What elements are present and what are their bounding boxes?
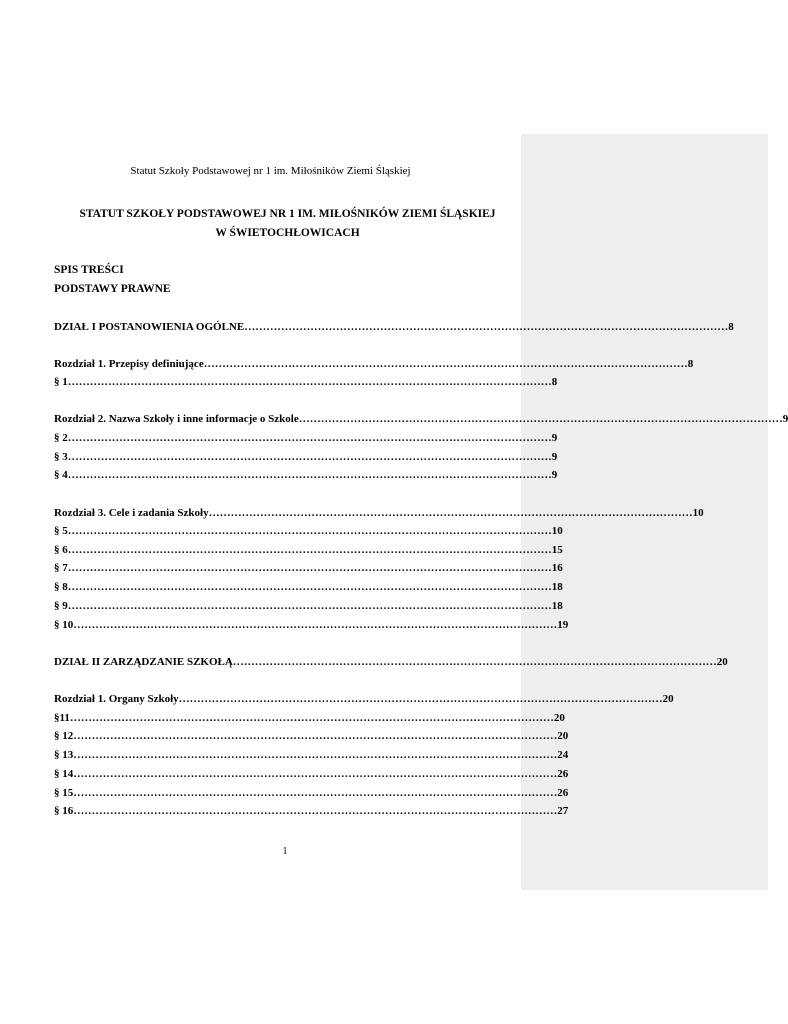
toc-entry-par-16[interactable]: § 16 …………………………………………………………………………………………………………………… 27 xyxy=(54,802,495,820)
toc-entry-rozdzial-3[interactable]: Rozdział 3. Cele i zadania Szkoły …………………………………………………………………………………………………………………… 10 xyxy=(54,504,495,522)
podstawy-prawne: PODSTAWY PRAWNE xyxy=(54,283,171,295)
toc-entry-par-3[interactable]: § 3 …………………………………………………………………………………………………………………… 9 xyxy=(54,448,489,466)
spis-tresci: SPIS TREŚCI xyxy=(54,264,124,276)
toc-entry-label: §11 xyxy=(54,712,70,724)
toc-entry-label: Rozdział 1. Organy Szkoły xyxy=(54,693,179,705)
toc-entry-label: § 15 xyxy=(54,787,74,799)
toc-entry-page: 8 xyxy=(728,321,734,333)
toc-entry-par-5[interactable]: § 5 …………………………………………………………………………………………………………………… 10 xyxy=(54,522,495,540)
toc-entry-label: § 8 xyxy=(54,581,68,593)
toc-entry-par-1[interactable]: § 1 …………………………………………………………………………………………………………………… 8 xyxy=(54,373,487,391)
toc-entry-page: 9 xyxy=(551,469,558,481)
toc-entry-label: § 12 xyxy=(54,730,74,742)
toc-entry-label: § 16 xyxy=(54,805,74,817)
title-line-2: W ŚWIETOCHŁOWICACH xyxy=(215,227,360,239)
toc-entry-label: Rozdział 3. Cele i zadania Szkoły xyxy=(54,507,209,519)
title-line-1: STATUT SZKOŁY PODSTAWOWEJ NR 1 IM. MIŁOŚNIKÓW ZIEMI ŚLĄSKIEJ xyxy=(79,208,496,220)
toc-entry-page: 20 xyxy=(553,712,565,724)
toc-entry-par-9[interactable]: § 9 …………………………………………………………………………………………………………………… 18 xyxy=(54,597,495,615)
toc-entry-rozdzial-1-organy[interactable]: Rozdział 1. Organy Szkoły …………………………………………………………………………………………………………………… 20 xyxy=(54,690,495,708)
toc-entry-label: § 10 xyxy=(54,619,74,631)
toc-entry-page: 18 xyxy=(551,581,563,593)
page-number: 1 xyxy=(282,846,288,857)
toc-entry-page: 26 xyxy=(557,768,569,780)
toc-entry-page: 20 xyxy=(716,656,728,668)
toc-entry-label: § 9 xyxy=(54,600,68,612)
toc-entry-page: 26 xyxy=(557,787,569,799)
toc-entry-dzial-2[interactable]: DZIAŁ II ZARZĄDZANIE SZKOŁĄ …………………………………………………………………………………………………………………… 20 xyxy=(54,653,499,671)
toc-entry-page: 9 xyxy=(551,451,558,463)
toc-entry-page: 10 xyxy=(692,507,704,519)
toc-entry-page: 16 xyxy=(551,562,563,574)
toc-entry-label: § 2 xyxy=(54,432,68,444)
toc-entry-label: § 3 xyxy=(54,451,68,463)
toc-entry-page: 15 xyxy=(551,544,563,556)
toc-heading xyxy=(54,261,171,299)
toc-entry-label: § 6 xyxy=(54,544,68,556)
toc-entry-label: Rozdział 1. Przepisy definiujące xyxy=(54,358,204,370)
toc-entry-par-14[interactable]: § 14 …………………………………………………………………………………………………………………… 26 xyxy=(54,765,495,783)
toc-entry-par-12[interactable]: § 12 …………………………………………………………………………………………………………………… 20 xyxy=(54,727,495,745)
toc-entry-page: 20 xyxy=(557,730,569,742)
toc-entry-page: 20 xyxy=(662,693,674,705)
toc-entry-par-7[interactable]: § 7 …………………………………………………………………………………………………………………… 16 xyxy=(54,559,493,577)
toc-entry-page: 8 xyxy=(687,358,694,370)
toc-entry-par-4[interactable]: § 4 …………………………………………………………………………………………………………………… 9 xyxy=(54,466,489,484)
toc-entry-label: § 7 xyxy=(54,562,68,574)
document-title xyxy=(0,205,575,243)
toc-entry-label: Rozdział 2. Nazwa Szkoły i inne informacje o Szkole xyxy=(54,413,299,425)
toc-entry-page: 10 xyxy=(551,525,563,537)
toc-entry-label: § 1 xyxy=(54,376,68,388)
toc-entry-label: § 13 xyxy=(54,749,74,761)
toc-entry-label: DZIAŁ II ZARZĄDZANIE SZKOŁĄ xyxy=(54,656,233,668)
toc-entry-par-11[interactable]: §11 …………………………………………………………………………………………………………………… 20 xyxy=(54,709,495,727)
toc-entry-page: 19 xyxy=(557,619,569,631)
toc-entry-page: 8 xyxy=(551,376,558,388)
toc-entry-par-8[interactable]: § 8 …………………………………………………………………………………………………………………… 18 xyxy=(54,578,495,596)
toc-entry-par-2[interactable]: § 2 …………………………………………………………………………………………………………………… 9 xyxy=(54,429,489,447)
toc-entry-page: 18 xyxy=(551,600,563,612)
toc-entry-page: 9 xyxy=(782,413,788,425)
toc-entry-rozdzial-2[interactable]: Rozdział 2. Nazwa Szkoły i inne informacje o Szkole …………………………………………………………………………………………………………………… 9 xyxy=(54,410,489,428)
toc-entry-label: DZIAŁ I POSTANOWIENIA OGÓLNE xyxy=(54,321,245,333)
toc-entry-par-13[interactable]: § 13 …………………………………………………………………………………………………………………… 24 xyxy=(54,746,497,764)
toc-entry-par-15[interactable]: § 15 …………………………………………………………………………………………………………………… 26 xyxy=(54,784,495,802)
toc-entry-rozdzial-1[interactable]: Rozdział 1. Przepisy definiujące …………………………………………………………………………………………………………………… 8 xyxy=(54,355,487,373)
toc-entry-page: 24 xyxy=(557,749,569,761)
toc-entry-dzial-1[interactable]: DZIAŁ I POSTANOWIENIA OGÓLNE …………………………………………………………………………………………………………………… 8 xyxy=(54,318,487,336)
toc-entry-page: 27 xyxy=(557,805,569,817)
toc-entry-par-10[interactable]: § 10 …………………………………………………………………………………………………………………… 19 xyxy=(54,616,497,634)
document-header: Statut Szkoły Podstawowej nr 1 im. Miłośników Ziemi Śląskiej xyxy=(130,165,411,177)
toc-entry-par-6[interactable]: § 6 …………………………………………………………………………………………………………………… 15 xyxy=(54,541,493,559)
toc-entry-label: § 5 xyxy=(54,525,68,537)
toc-entry-page: 9 xyxy=(551,432,558,444)
toc-entry-label: § 4 xyxy=(54,469,68,481)
toc-entry-label: § 14 xyxy=(54,768,74,780)
